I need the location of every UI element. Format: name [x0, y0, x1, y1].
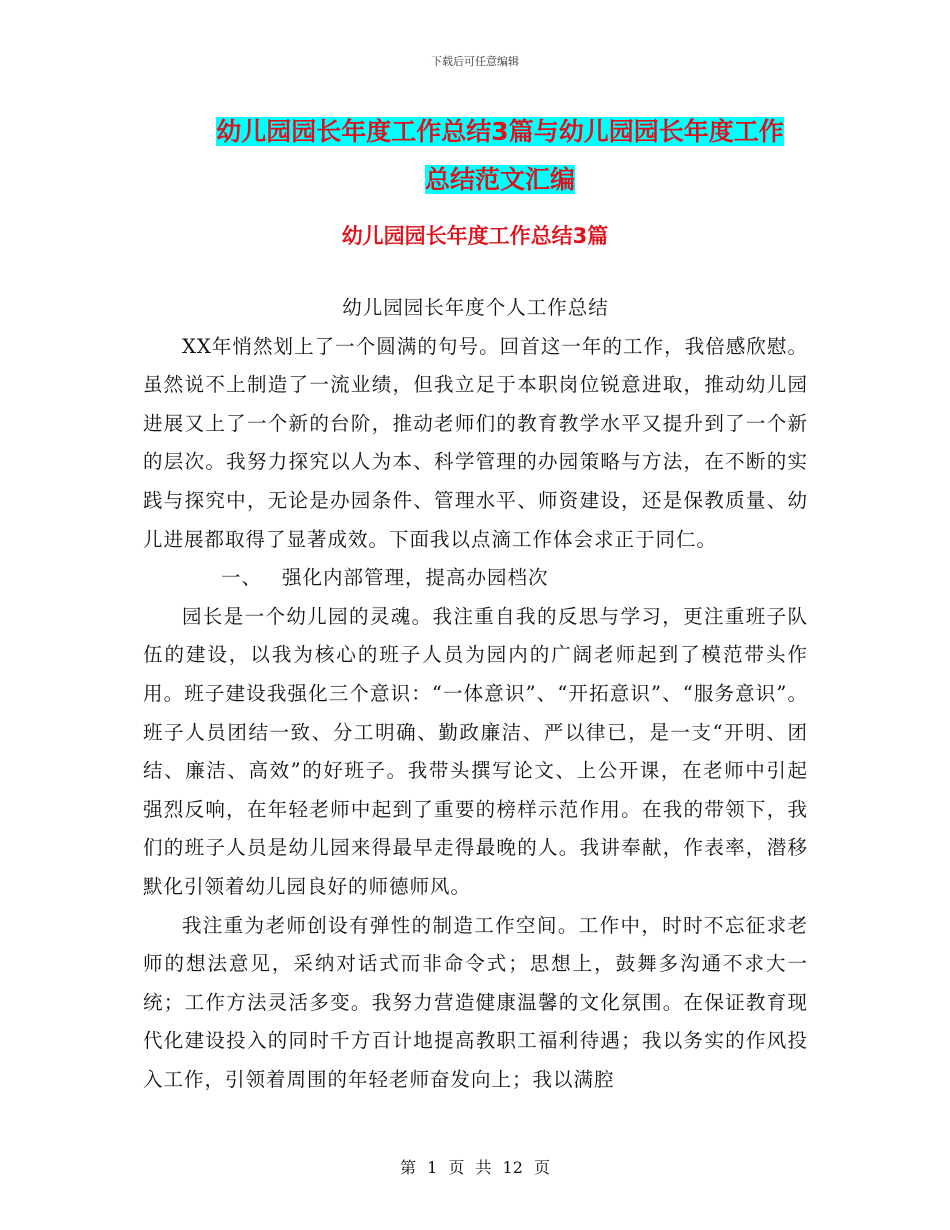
- paragraph: 园长是一个幼儿园的灵魂。我注重自我的反思与学习，更注重班子队伍的建设，以我为核心的班子人员为园内的广阔老师起到了模范带头作用。班子建设我强化三个意识：“一体意识”、“开拓意识”、“服务意识”。班子人员团结一致、分工明确、勤政廉洁、严以律已，是一支“开明、团结、廉洁、高效”的好班子。我带头撰写论文、上公开课，在老师中引起强烈反响，在年轻老师中起到了重要的榜样示范作用。在我的带领下，我们的班子人员是幼儿园来得最早走得最晚的人。我讲奉献，作表率，潜移默化引领着幼儿园良好的师德师风。: [143, 604, 808, 898]
- paragraph: XX年悄然划上了一个圆满的句号。回首这一年的工作，我倍感欣慰。虽然说不上制造了一流业绩，但我立足于本职岗位锐意进取，推动幼儿园进展又上了一个新的台阶，推动老师们的教育教学水平又提升到了一个新的层次。我努力探究以人为本、科学管理的办园策略与方法，在不断的实践与探究中，无论是办园条件、管理水平、师资建设，还是保教质量、幼儿进展都取得了显著成效。下面我以点滴工作体会求正于同仁。: [143, 334, 808, 551]
- title-line-1: 幼儿园园长年度工作总结3篇与幼儿园园长年度工作: [216, 117, 784, 146]
- title-line-2: 总结范文汇编: [424, 165, 575, 194]
- document-body: [143, 289, 808, 1099]
- header-note: 下载后可任意编辑: [431, 55, 519, 68]
- page-footer: 第 1 页 共 12 页: [400, 1158, 550, 1177]
- section-title: 幼儿园园长年度工作总结3篇: [341, 224, 609, 248]
- paragraph: 我注重为老师创设有弹性的制造工作空间。工作中，时时不忘征求老师的想法意见，采纳对话式而非命令式；思想上，鼓舞多沟通不求大一统；工作方法灵活多变。我努力营造健康温馨的文化氛围。在保证教育现代化建设投入的同时千方百计地提高教职工福利待遇；我以务实的作风投入工作，引领着周围的年轻老师奋发向上；我以满腔: [143, 913, 808, 1091]
- document-title: [150, 108, 850, 204]
- section-heading: [143, 559, 808, 598]
- heading-number: 一、: [221, 566, 263, 590]
- subtitle: 幼儿园园长年度个人工作总结: [342, 296, 609, 319]
- heading-text: 强化内部管理，提高办园档次: [282, 566, 549, 590]
